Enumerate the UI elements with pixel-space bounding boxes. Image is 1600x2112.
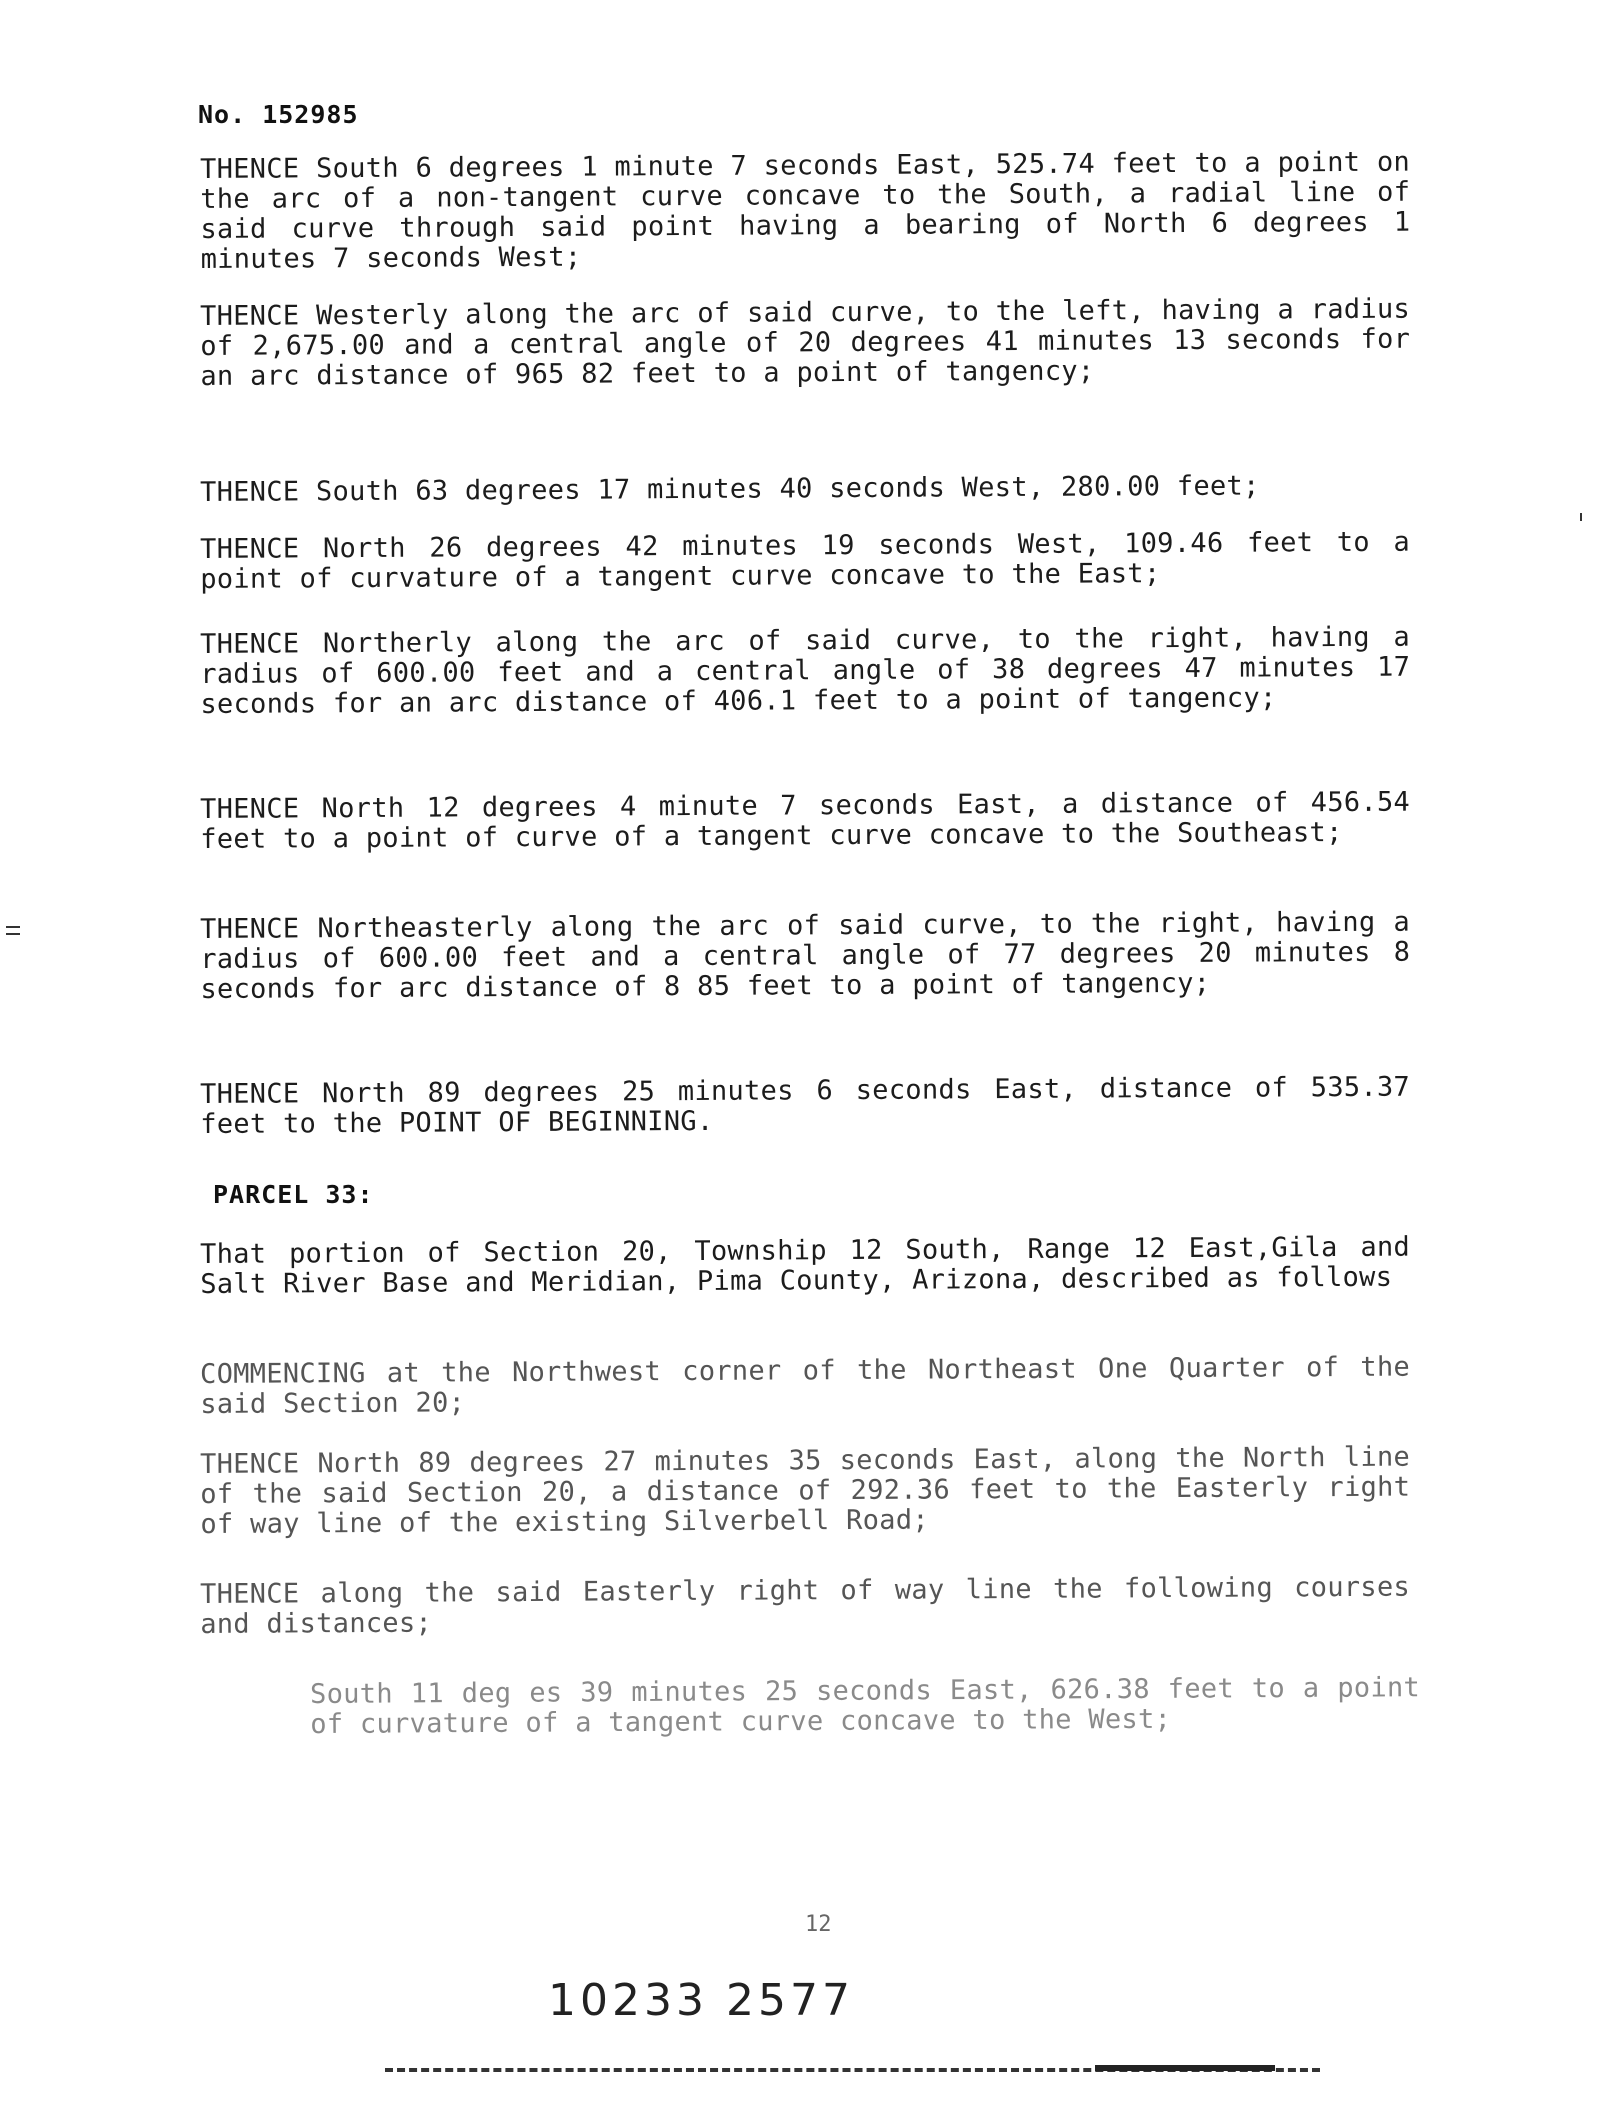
- course-paragraph-5: THENCE Northerly along the arc of said curve, to the right, having a radius of 600.00 feet and a central angle of 38 degrees 47 minutes 17 seconds for an arc distance of 406.1 feet to a point of tangency;: [199, 621, 1411, 720]
- commencing-paragraph: COMMENCING at the Northwest corner of the Northeast One Quarter of the said Section 20;: [199, 1351, 1411, 1420]
- course-paragraph-6: THENCE North 12 degrees 4 minute 7 seconds East, a distance of 456.54 feet to a point of curve of a tangent curve concave to the Southeast;: [199, 786, 1411, 855]
- parcel-description: That portion of Section 20, Township 12 South, Range 12 East,Gila and Salt River Base and Meridian, Pima County, Arizona, described as follows: [199, 1231, 1411, 1300]
- course-paragraph-9: THENCE North 89 degrees 27 minutes 35 seconds East, along the North line of the said Section 20, a distance of 292.36 feet to the Easterly right of way line of the existing Silverbell Road;: [199, 1441, 1411, 1540]
- page-number: 12: [805, 1912, 832, 1937]
- scan-speck: [1580, 513, 1582, 521]
- course-paragraph-7: THENCE Northeasterly along the arc of said curve, to the right, having a radius of 600.00 feet and a central angle of 77 degrees 20 minutes 8 seconds for arc distance of 8 85 feet to a point of tangency;: [199, 906, 1411, 1005]
- document-number: No. 152985: [198, 100, 359, 129]
- margin-mark: [6, 926, 20, 935]
- course-paragraph-11: South 11 deg es 39 minutes 25 seconds East, 626.38 feet to a point of curvature of a tangent curve concave to the West;: [309, 1672, 1421, 1740]
- recording-stamp-number: 10233 2577: [548, 1975, 854, 2026]
- course-paragraph-3: THENCE South 63 degrees 17 minutes 40 seconds West, 280.00 feet;: [199, 470, 1260, 508]
- course-paragraph-2: THENCE Westerly along the arc of said curve, to the left, having a radius of 2,675.00 and a central angle of 20 degrees 41 minutes 13 seconds for an arc distance of 965 82 feet to a point of tangency;: [199, 293, 1411, 392]
- bottom-rule-bar: [1095, 2065, 1275, 2071]
- course-paragraph-10: THENCE along the said Easterly right of way line the following courses and distances;: [199, 1571, 1411, 1640]
- course-paragraph-4: THENCE North 26 degrees 42 minutes 19 seconds West, 109.46 feet to a point of curvature of a tangent curve concave to the East;: [199, 526, 1411, 595]
- course-paragraph-1: THENCE South 6 degrees 1 minute 7 seconds East, 525.74 feet to a point on the arc of a non-tangent curve concave to the South, a radial line of said curve through said point having a bearing of North 6 degrees 1 minutes 7 seconds West;: [199, 146, 1411, 275]
- parcel-heading: PARCEL 33:: [213, 1180, 374, 1209]
- course-paragraph-8: THENCE North 89 degrees 25 minutes 6 seconds East, distance of 535.37 feet to the POINT OF BEGINNING.: [199, 1071, 1411, 1140]
